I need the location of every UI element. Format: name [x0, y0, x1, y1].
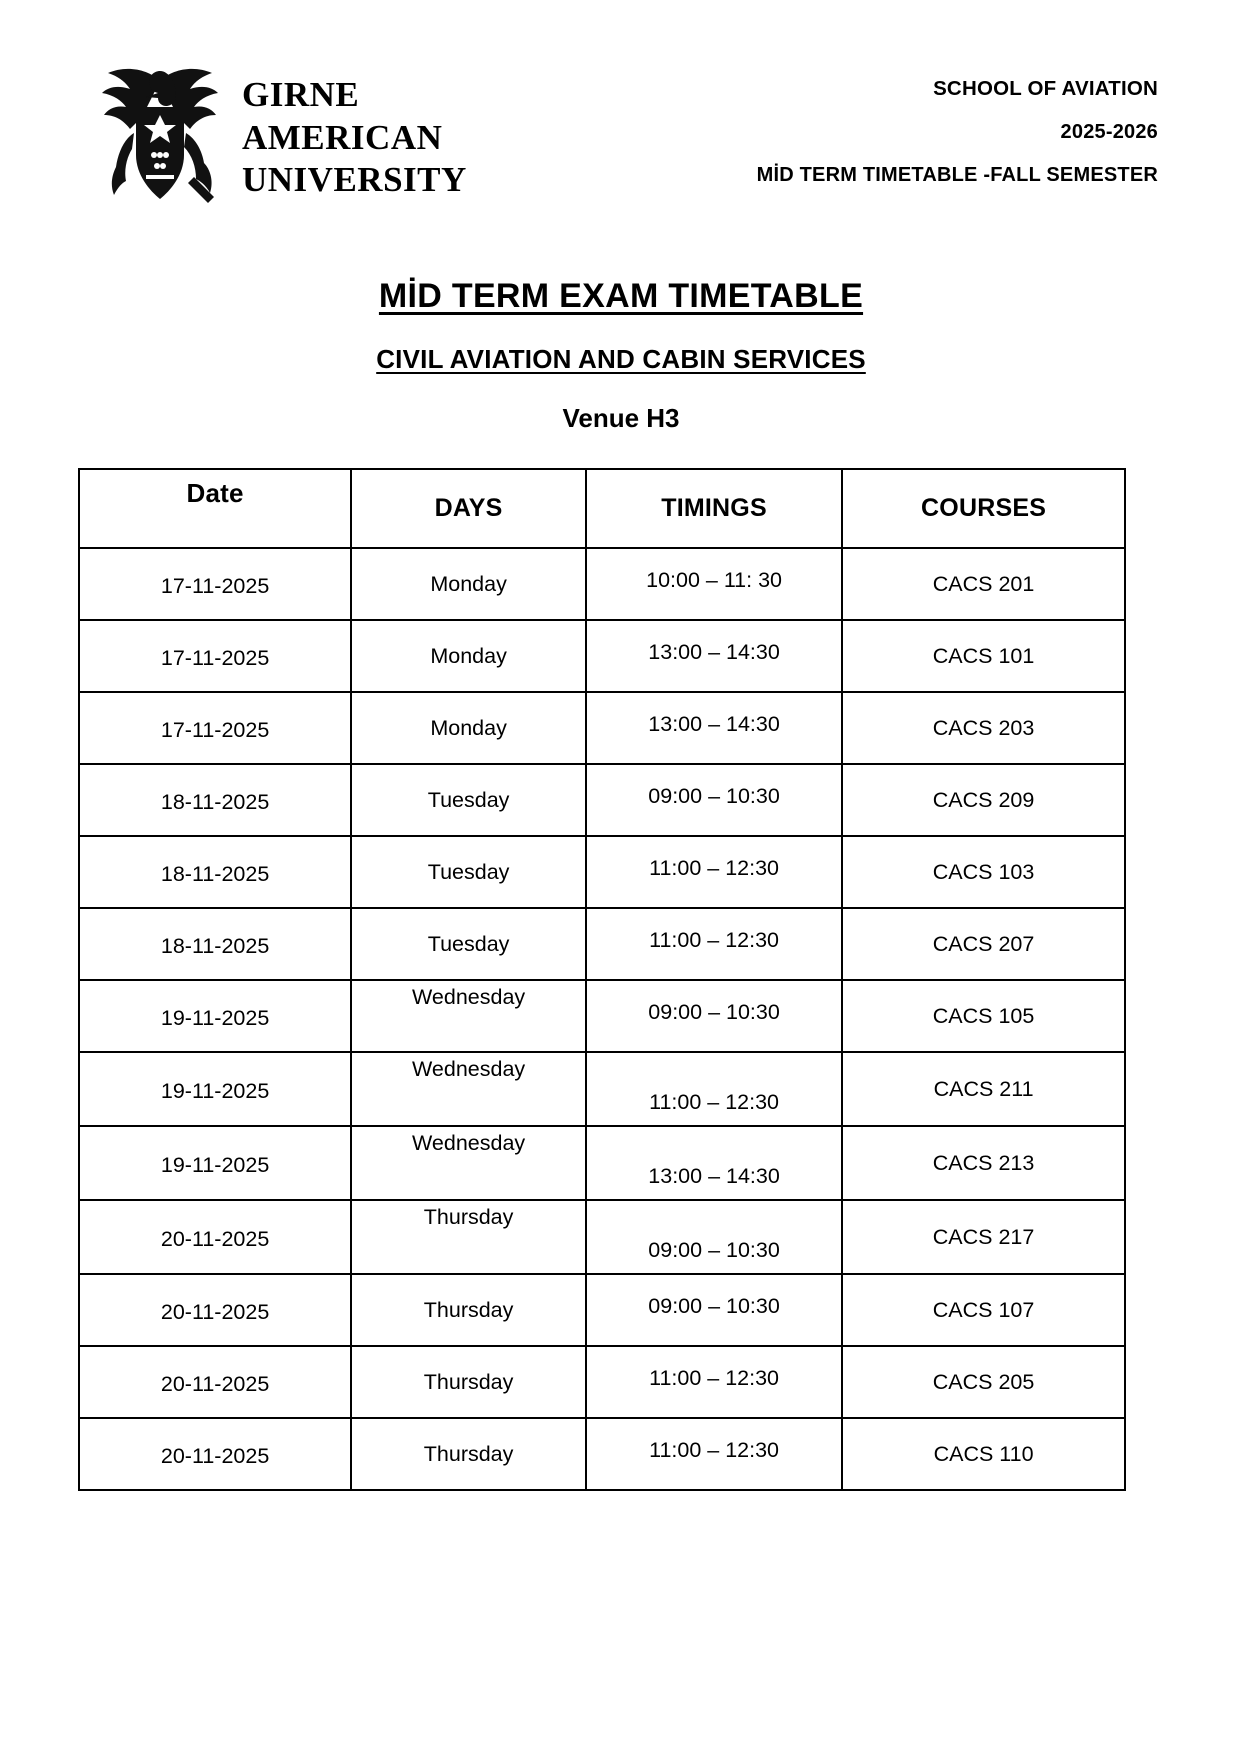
exam-timetable [78, 468, 1126, 1491]
cell-time: 09:00 – 10:30 [586, 1200, 842, 1274]
cell-date: 18-11-2025 [79, 764, 351, 836]
cell-date: 17-11-2025 [79, 620, 351, 692]
cell-day: Wednesday [351, 980, 586, 1052]
table-row [79, 1200, 1125, 1274]
academic-year: 2025-2026 [1060, 121, 1158, 143]
brand-line-2: AMERICAN [242, 117, 443, 157]
brand-line-1: GIRNE [242, 74, 360, 114]
cell-course: CACS 101 [842, 620, 1125, 692]
cell-time: 13:00 – 14:30 [586, 620, 842, 692]
column-header-courses: COURSES [842, 469, 1125, 548]
page-title: MİD TERM EXAM TIMETABLE [378, 277, 864, 315]
cell-day: Thursday [351, 1200, 586, 1274]
brand-line-3: UNIVERSITY [242, 160, 467, 200]
cell-day: Tuesday [351, 836, 586, 908]
table-row [79, 548, 1125, 620]
cell-day: Thursday [351, 1274, 586, 1346]
cell-date: 20-11-2025 [79, 1274, 351, 1346]
brand-block [96, 63, 467, 213]
cell-course: CACS 205 [842, 1346, 1125, 1418]
table-row [79, 836, 1125, 908]
cell-date: 20-11-2025 [79, 1200, 351, 1274]
cell-day: Wednesday [351, 1052, 586, 1126]
cell-time: 11:00 – 12:30 [586, 1346, 842, 1418]
title-block [78, 277, 1164, 434]
document-header [78, 55, 1164, 225]
cell-date: 17-11-2025 [79, 548, 351, 620]
cell-course: CACS 207 [842, 908, 1125, 980]
cell-time: 13:00 – 14:30 [586, 692, 842, 764]
table-row [79, 1418, 1125, 1490]
table-body [79, 548, 1125, 1490]
cell-course: CACS 110 [842, 1418, 1125, 1490]
cell-course: CACS 217 [842, 1200, 1125, 1274]
table-row [79, 980, 1125, 1052]
cell-time: 09:00 – 10:30 [586, 764, 842, 836]
table-row [79, 692, 1125, 764]
cell-date: 20-11-2025 [79, 1418, 351, 1490]
cell-date: 19-11-2025 [79, 980, 351, 1052]
cell-course: CACS 211 [842, 1052, 1125, 1126]
cell-time: 11:00 – 12:30 [586, 1052, 842, 1126]
venue-label: Venue H3 [562, 403, 680, 433]
column-header-date: Date [79, 469, 351, 548]
cell-day: Tuesday [351, 764, 586, 836]
table-row [79, 764, 1125, 836]
cell-time: 11:00 – 12:30 [586, 908, 842, 980]
cell-time: 10:00 – 11: 30 [586, 548, 842, 620]
cell-date: 18-11-2025 [79, 908, 351, 980]
table-row [79, 908, 1125, 980]
cell-course: CACS 213 [842, 1126, 1125, 1200]
cell-date: 19-11-2025 [79, 1126, 351, 1200]
cell-day: Monday [351, 620, 586, 692]
university-crest-icon [96, 63, 224, 213]
cell-course: CACS 203 [842, 692, 1125, 764]
column-header-timings: TIMINGS [586, 469, 842, 548]
cell-time: 09:00 – 10:30 [586, 980, 842, 1052]
table-row [79, 1052, 1125, 1126]
cell-date: 20-11-2025 [79, 1346, 351, 1418]
program-title: CIVIL AVIATION AND CABIN SERVICES [376, 344, 866, 374]
table-row [79, 1346, 1125, 1418]
cell-time: 13:00 – 14:30 [586, 1126, 842, 1200]
cell-course: CACS 107 [842, 1274, 1125, 1346]
term-label: MİD TERM TIMETABLE -FALL SEMESTER [756, 164, 1158, 186]
school-name: SCHOOL OF AVIATION [933, 77, 1158, 100]
cell-date: 17-11-2025 [79, 692, 351, 764]
university-name [242, 74, 467, 202]
cell-time: 11:00 – 12:30 [586, 1418, 842, 1490]
cell-date: 18-11-2025 [79, 836, 351, 908]
cell-time: 11:00 – 12:30 [586, 836, 842, 908]
cell-course: CACS 105 [842, 980, 1125, 1052]
cell-course: CACS 209 [842, 764, 1125, 836]
cell-course: CACS 103 [842, 836, 1125, 908]
cell-day: Monday [351, 692, 586, 764]
table-row [79, 1274, 1125, 1346]
header-meta [757, 77, 1164, 187]
cell-day: Tuesday [351, 908, 586, 980]
column-header-days: DAYS [351, 469, 586, 548]
cell-day: Wednesday [351, 1126, 586, 1200]
table-row [79, 1126, 1125, 1200]
cell-day: Monday [351, 548, 586, 620]
table-header-row [79, 469, 1125, 548]
cell-day: Thursday [351, 1418, 586, 1490]
table-row [79, 620, 1125, 692]
cell-time: 09:00 – 10:30 [586, 1274, 842, 1346]
cell-day: Thursday [351, 1346, 586, 1418]
cell-course: CACS 201 [842, 548, 1125, 620]
cell-date: 19-11-2025 [79, 1052, 351, 1126]
